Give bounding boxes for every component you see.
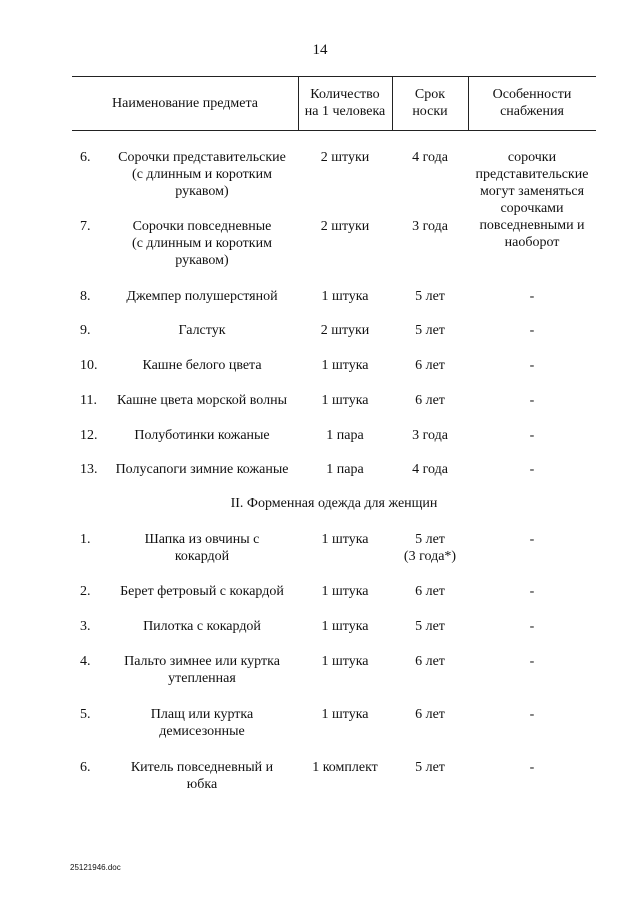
item-name-line: кокардой xyxy=(174,549,230,564)
item-term: 5 лет xyxy=(415,289,445,304)
item-term: 4 года xyxy=(412,150,448,165)
row-number: 9. xyxy=(80,323,91,338)
item-feature: - xyxy=(529,323,535,338)
header-feat-line: снабжения xyxy=(500,104,564,119)
row-number: 11. xyxy=(80,393,97,408)
item-term: 3 года xyxy=(412,219,448,234)
row-number: 1. xyxy=(80,532,91,547)
file-name-footer: 25121946.doc xyxy=(70,863,121,872)
item-term: 4 года xyxy=(412,462,448,477)
item-feature: - xyxy=(529,532,535,547)
table-top-border xyxy=(72,76,596,77)
item-feature: - xyxy=(529,428,535,443)
item-qty: 1 штука xyxy=(321,289,369,304)
header-qty-line: на 1 человека xyxy=(304,104,386,119)
row-number: 7. xyxy=(80,219,91,234)
item-feature: - xyxy=(529,619,535,634)
row-number: 2. xyxy=(80,584,91,599)
feature-line: представительские xyxy=(475,167,589,182)
item-feature: - xyxy=(529,584,535,599)
header-term-line: носки xyxy=(412,104,448,119)
item-feature: - xyxy=(529,760,535,775)
item-term-line: (3 года*) xyxy=(403,549,457,564)
item-qty: 1 пара xyxy=(326,428,364,443)
item-name-line: юбка xyxy=(186,777,218,792)
feature-line: наоборот xyxy=(504,235,560,250)
item-term: 5 лет xyxy=(415,619,445,634)
item-qty: 1 комплект xyxy=(312,760,378,775)
row-number: 3. xyxy=(80,619,91,634)
item-feature: - xyxy=(529,289,535,304)
item-qty: 1 штука xyxy=(321,584,369,599)
item-qty: 1 штука xyxy=(321,358,369,373)
header-feat xyxy=(468,86,596,120)
item-name-line: Китель повседневный и xyxy=(130,760,274,775)
item-term: 5 лет xyxy=(415,323,445,338)
item-term: 6 лет xyxy=(415,358,445,373)
item-name: Кашне цвета морской волны xyxy=(117,393,287,408)
item-qty: 2 штуки xyxy=(320,323,370,338)
item-name: Галстук xyxy=(178,323,226,338)
item-name-line: утепленная xyxy=(168,671,236,686)
item-qty: 1 штука xyxy=(321,619,369,634)
header-name: Наименование предмета xyxy=(112,96,258,111)
header-term-line: Срок xyxy=(414,87,446,102)
item-name-line: (с длинным и коротким xyxy=(132,236,272,251)
item-name xyxy=(104,653,300,687)
item-qty: 1 штука xyxy=(321,654,369,669)
row-number: 13. xyxy=(80,462,98,477)
feature-line: повседневными и xyxy=(479,218,585,233)
item-term: 6 лет xyxy=(415,584,445,599)
item-name-line: Сорочки повседневные xyxy=(132,219,272,234)
item-name-line: демисезонные xyxy=(159,724,245,739)
item-qty: 1 штука xyxy=(321,532,369,547)
feature-line: сорочками xyxy=(500,201,564,216)
item-qty: 2 штуки xyxy=(320,150,370,165)
item-feature: - xyxy=(529,393,535,408)
item-name-line: Шапка из овчины с xyxy=(144,532,260,547)
header-qty xyxy=(298,86,392,120)
header-feat-line: Особенности xyxy=(492,87,572,102)
section-title: II. Форменная одежда для женщин xyxy=(230,496,438,511)
item-qty: 2 штуки xyxy=(320,219,370,234)
row-number: 5. xyxy=(80,707,91,722)
item-name xyxy=(104,149,300,200)
item-name-line: рукавом) xyxy=(175,253,229,268)
row-number: 8. xyxy=(80,289,91,304)
item-name xyxy=(104,759,300,793)
item-term: 5 лет xyxy=(415,760,445,775)
row-number: 10. xyxy=(80,358,98,373)
item-name-line: Плащ или куртка xyxy=(150,707,254,722)
feature-line: сорочки xyxy=(507,150,557,165)
header-term xyxy=(392,86,468,120)
item-qty: 1 штука xyxy=(321,393,369,408)
item-feature: - xyxy=(529,654,535,669)
item-name-line: (с длинным и коротким xyxy=(132,167,272,182)
item-feature: - xyxy=(529,358,535,373)
item-name: Берет фетровый с кокардой xyxy=(120,584,284,599)
item-feature: - xyxy=(529,462,535,477)
item-name xyxy=(104,706,300,740)
item-name xyxy=(104,218,300,269)
item-term: 6 лет xyxy=(415,654,445,669)
item-name: Полуботинки кожаные xyxy=(134,428,270,443)
row-number: 6. xyxy=(80,150,91,165)
item-term-line: 5 лет xyxy=(415,532,445,547)
row-number: 12. xyxy=(80,428,98,443)
item-name: Кашне белого цвета xyxy=(142,358,262,373)
item-name: Пилотка с кокардой xyxy=(143,619,261,634)
item-name: Джемпер полушерстяной xyxy=(126,289,278,304)
item-term: 6 лет xyxy=(415,707,445,722)
table-header-border xyxy=(72,130,596,131)
item-term xyxy=(392,531,468,565)
item-qty: 1 штука xyxy=(321,707,369,722)
row-number: 6. xyxy=(80,760,91,775)
item-name-line: рукавом) xyxy=(175,184,229,199)
row-number: 4. xyxy=(80,654,91,669)
item-feature: - xyxy=(529,707,535,722)
feature-line: могут заменяться xyxy=(479,184,585,199)
item-term: 6 лет xyxy=(415,393,445,408)
header-qty-line: Количество xyxy=(310,87,380,102)
page-number: 14 xyxy=(312,42,328,58)
shirts-feature-note xyxy=(468,149,596,251)
item-name xyxy=(104,531,300,565)
item-name: Полусапоги зимние кожаные xyxy=(115,462,289,477)
item-qty: 1 пара xyxy=(326,462,364,477)
item-name-line: Сорочки представительские xyxy=(118,150,286,165)
item-name-line: Пальто зимнее или куртка xyxy=(124,654,280,669)
item-term: 3 года xyxy=(412,428,448,443)
